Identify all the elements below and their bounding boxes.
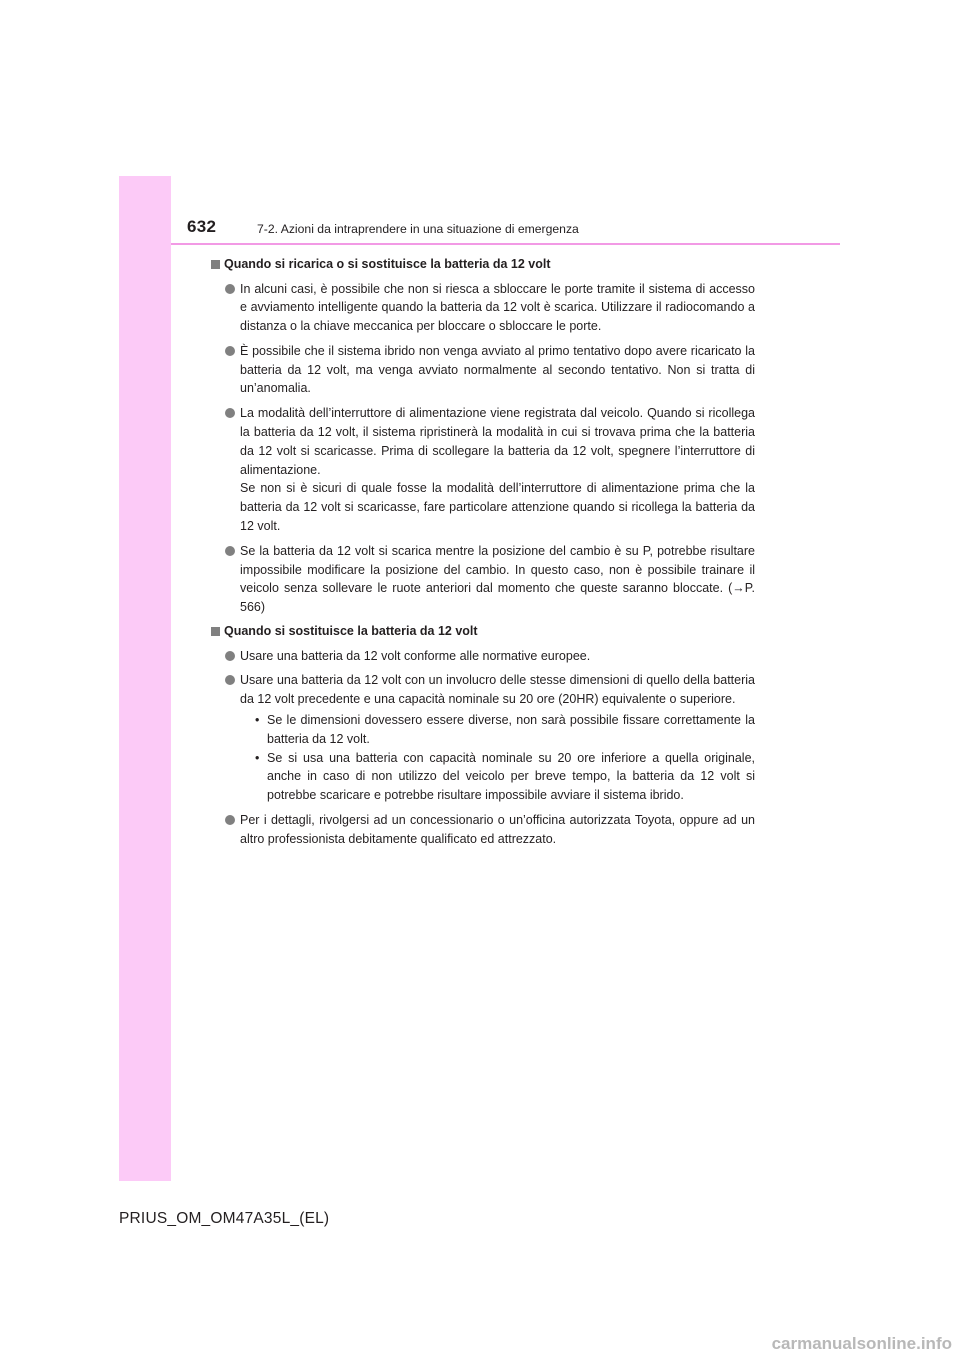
bullet-text: Per i dettagli, rivolgersi ad un concessionario o un’officina autorizzata Toyota, oppure ad un altro professionista debitamente qualificato ed attrezzato. xyxy=(240,812,755,846)
circle-bullet-icon xyxy=(225,546,235,556)
page-number: 632 xyxy=(187,217,217,236)
side-color-band xyxy=(119,176,171,1181)
bullet-text: In alcuni casi, è possibile che non si riesca a sbloccare le porte tramite il sistema di accesso e avviamento intelligente quando la batteria da 12 volt è scarica. Utilizzare il radiocomando a distanza o la chiave meccanica per bloccare o sbloccare le porte. xyxy=(240,281,755,334)
circle-bullet-icon xyxy=(225,675,235,685)
bullet-item xyxy=(209,671,755,805)
subitem-list xyxy=(240,711,755,805)
page-content xyxy=(209,256,755,855)
square-icon xyxy=(211,260,220,269)
subitem: • Se si usa una batteria con capacità nominale su 20 ore inferiore a quella originale, anche in caso di non utilizzo del veicolo per breve tempo, la batteria da 12 volt si potrebbe scaricare e potrebbe risultare impossibile avviare il sistema ibrido. xyxy=(255,750,755,803)
bullet-item xyxy=(209,811,755,849)
circle-bullet-icon xyxy=(225,815,235,825)
bullet-text: Usare una batteria da 12 volt con un involucro delle stesse dimensioni di quello della batteria da 12 volt precedente e una capacità nominale su 20 ore (20HR) equivalente o superiore. xyxy=(240,673,755,707)
bullet-text: Usare una batteria da 12 volt conforme alle normative europee. xyxy=(240,648,591,663)
document-code: PRIUS_OM_OM47A35L_(EL) xyxy=(119,1210,330,1227)
section-heading: Quando si ricarica o si sostituisce la batteria da 12 volt xyxy=(209,256,755,274)
circle-bullet-icon xyxy=(225,408,235,418)
watermark: carmanualsonline.info xyxy=(771,1334,952,1353)
bullet-text: È possibile che il sistema ibrido non venga avviato al primo tentativo dopo avere ricaricato la batteria da 12 volt, ma venga avviato normalmente al secondo tentativo. Non si tratta di un’anomalia. xyxy=(240,343,755,396)
bullet-text: Se la batteria da 12 volt si scarica mentre la posizione del cambio è su P, potrebbe risultare impossibile modificare la posizione del cambio. In questo caso, non è possibile trainare il veicolo senza sollevare le ruote anteriori dal momento che queste saranno bloccate. (→P. 566) xyxy=(240,543,755,615)
bullet-item xyxy=(209,342,755,398)
bullet-item xyxy=(209,280,755,336)
dot-icon: • xyxy=(255,750,260,765)
bullet-item xyxy=(209,542,755,617)
header-divider xyxy=(171,243,840,245)
circle-bullet-icon xyxy=(225,284,235,294)
bullet-item xyxy=(209,404,755,536)
section-heading: Quando si sostituisce la batteria da 12 volt xyxy=(209,623,755,641)
circle-bullet-icon xyxy=(225,346,235,356)
circle-bullet-icon xyxy=(225,651,235,661)
bullet-text-continued: Se non si è sicuri di quale fosse la modalità dell’interruttore di alimentazione prima che la batteria da 12 volt si scaricasse, fare particolare attenzione quando si ricollega la batteria da 12 volt. xyxy=(240,481,755,534)
bullet-text: La modalità dell’interruttore di alimentazione viene registrata dal veicolo. Quando si ricollega la batteria da 12 volt, il sistema ripristinerà la modalità in cui si trovava prima che la batteria da 12 volt si scaricasse. Prima di scollegare la batteria da 12 volt, spegnere l’interruttore di alimentazione. xyxy=(240,406,755,477)
bullet-item xyxy=(209,647,755,666)
dot-icon: • xyxy=(255,712,260,727)
section-title: 7-2. Azioni da intraprendere in una situazione di emergenza xyxy=(257,222,579,236)
square-icon xyxy=(211,627,220,636)
subitem: • Se le dimensioni dovessero essere diverse, non sarà possibile fissare correttamente la batteria da 12 volt. xyxy=(255,712,755,746)
